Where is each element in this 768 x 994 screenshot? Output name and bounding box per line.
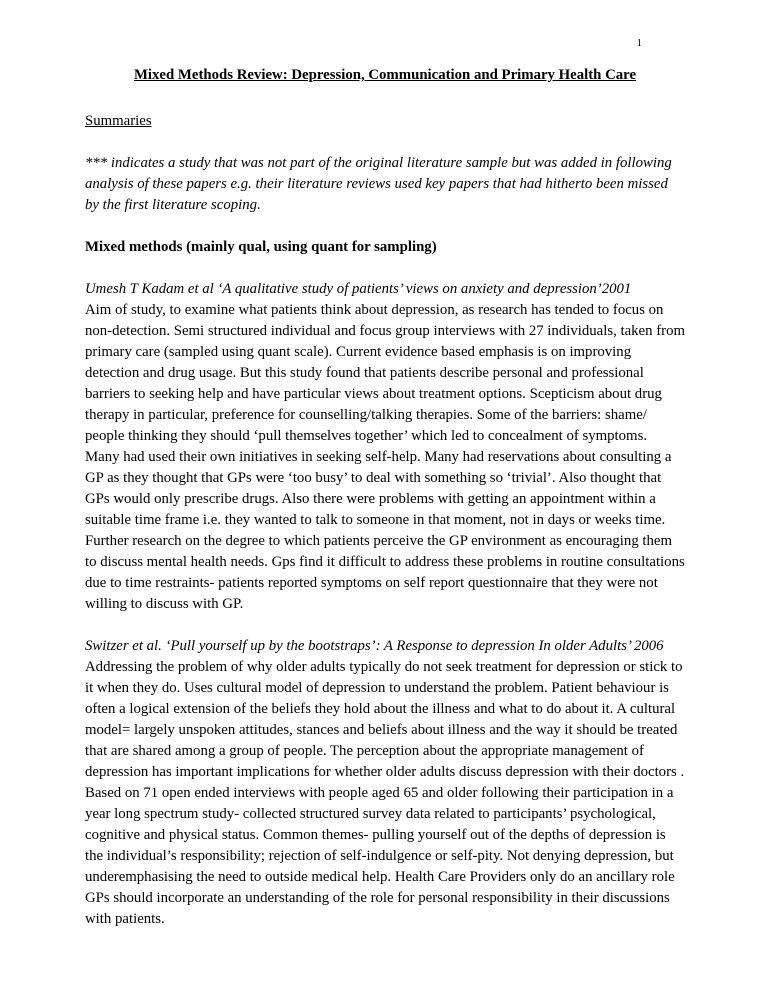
document-body — [85, 65, 685, 951]
study-summary — [85, 279, 685, 615]
study-body: Aim of study, to examine what patients think about depression, as research has tended to focus on non-detection. Semi structured individual and focus group interviews with 27 individuals, taken from primary care (sampled using quant scale). Current evidence based emphasis is on improving detection and drug usage. But this study found that patients describe personal and professional barriers to seeking help and have particular views about treatment options. Scepticism about drug therapy in particular, preference for counselling/talking therapies. Some of the barriers: shame/ people thinking they should ‘pull themselves together’ which led to concealment of symptoms. Many had used their own initiatives in seeking self-help. Many had reservations about consulting a GP as they thought that GPs were ‘too busy’ to deal with something so ‘trivial’. Also thought that GPs would only prescribe drugs. Also there were problems with getting an appointment within a suitable time frame i.e. they wanted to talk to someone in that moment, not in days or weeks time. Further research on the degree to which patients perceive the GP environment as encouraging them to discuss mental health needs. Gps find it difficult to address these problems in routine consultations due to time restraints- patients reported symptoms on self report questionnaire that they were not willing to discuss with GP. — [85, 302, 685, 612]
sub-heading: Mixed methods (mainly qual, using quant for sampling) — [85, 239, 437, 255]
section-heading: Summaries — [85, 113, 152, 129]
study-summary — [85, 636, 685, 930]
document-title: Mixed Methods Review: Depression, Communication and Primary Health Care — [133, 67, 637, 83]
study-title: Umesh T Kadam et al ‘A qualitative study of patients’ views on anxiety and depression’2001 — [85, 281, 632, 297]
study-title: Switzer et al. ‘Pull yourself up by the bootstraps’: A Response to depression In older Adults’ 2006 — [85, 638, 664, 654]
page-number: 1 — [636, 37, 642, 49]
note-text: *** indicates a study that was not part of the original literature sample but was added in following analysis of these papers e.g. their literature reviews used key papers that had hitherto been missed by the first literature scoping. — [85, 155, 672, 213]
study-body: Addressing the problem of why older adults typically do not seek treatment for depression or stick to it when they do. Uses cultural model of depression to understand the problem. Patient behaviour is often a logical extension of the beliefs they hold about the illness and what to do about it. A cultural model= largely unspoken attitudes, stances and beliefs about illness and the way it should be treated that are shared among a group of people. The perception about the appropriate management of depression has important implications for whether older adults discuss depression with their doctors . Based on 71 open ended interviews with people aged 65 and older following their participation in a year long spectrum study- collected structured survey data related to participants’ psychological, cognitive and physical status. Common themes- pulling yourself out of the depths of depression is the individual’s responsibility; rejection of self-indulgence or self-pity. Not denying depression, but underemphasising the need to outside medical help. Health Care Providers only do an ancillary role GPs should incorporate an understanding of the role for personal responsibility in their discussions with patients. — [85, 659, 685, 927]
